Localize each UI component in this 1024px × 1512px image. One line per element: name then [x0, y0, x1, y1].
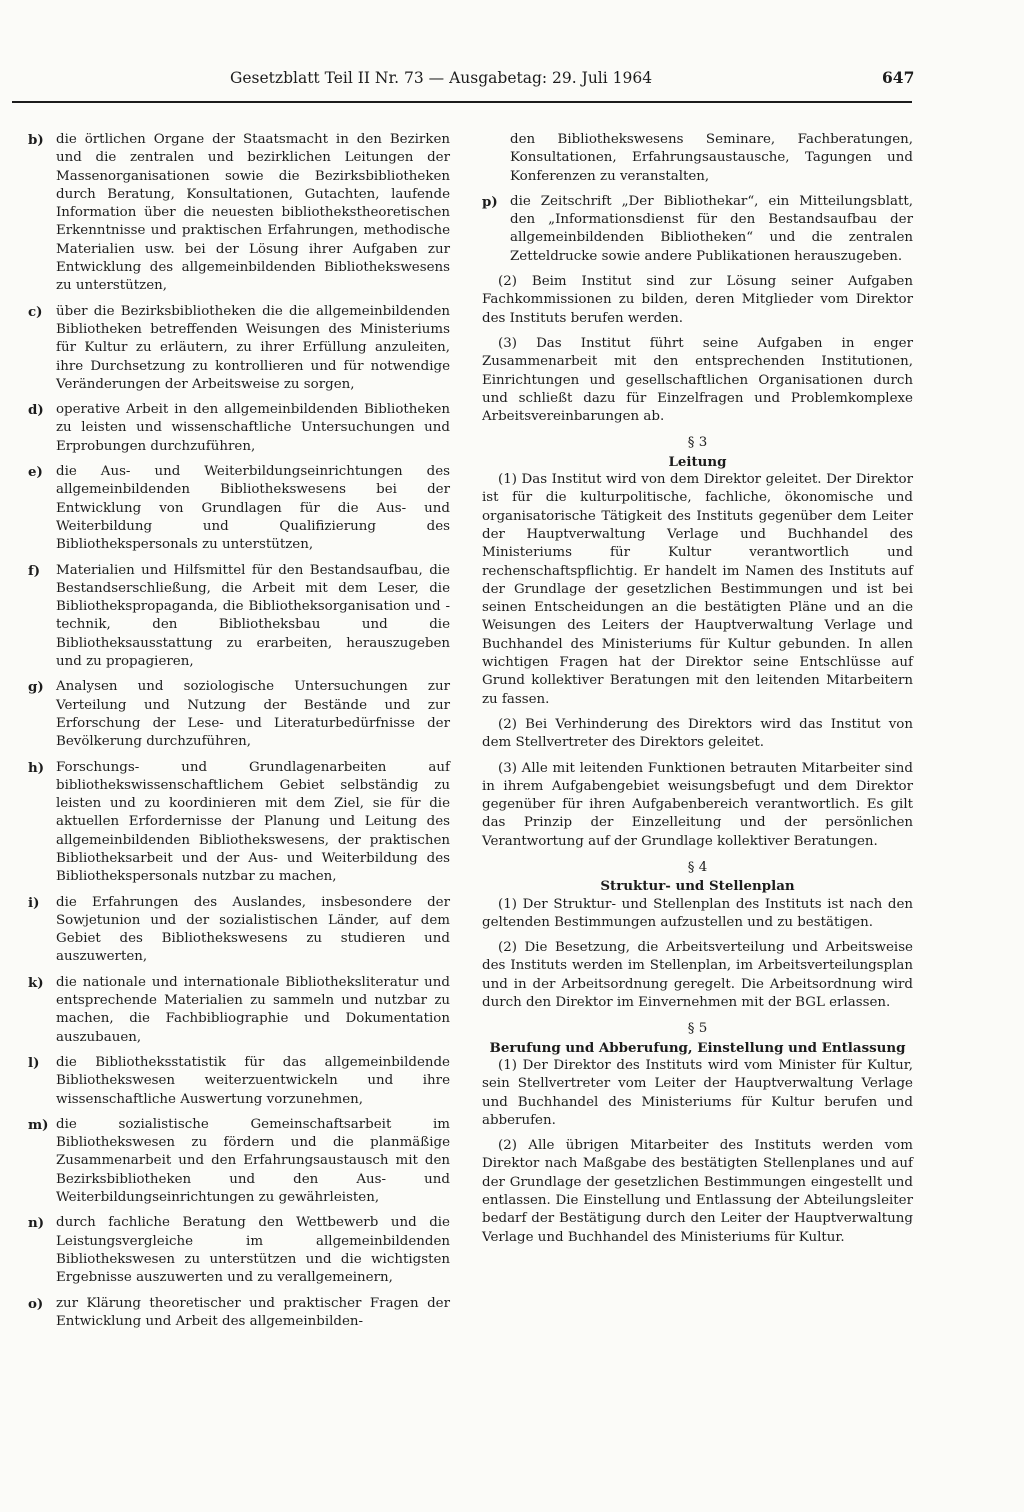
list-item: [28, 1295, 450, 1332]
list-item-text: die Erfahrungen des Auslandes, insbesondere der Sowjetunion und der sozialistischen Länder, auf dem Gebiet des Bibliothekswesens zu studieren und auszuwerten,: [56, 894, 450, 965]
list-item-label: p): [482, 193, 498, 210]
list-item-label: g): [28, 679, 44, 696]
list-item-label: d): [28, 402, 44, 419]
paragraph: (3) Alle mit leitenden Funktionen betrauten Mitarbeiter sind in ihrem Aufgabengebiet weisungsbefugt und dem Direktor gegenüber für ihren Aufgabenbereich verantwortlich. Es gilt das Prinzip der Einzelleitung und der persönlichen Verantwortung auf der Grundlage kollektiver Beratungen.: [482, 760, 913, 849]
list-item-label: e): [28, 464, 43, 481]
list-item-continuation: [482, 131, 913, 186]
list-item-text: die Aus- und Weiterbildungseinrichtungen des allgemeinbildenden Bibliothekswesens bei der Entwicklung von Grundlagen für die Aus- und Weiterbildung und Qualifizierung des Bibliothekspersonals zu unterstützen,: [56, 464, 450, 553]
paragraph: (1) Der Direktor des Instituts wird vom Minister für Kultur, sein Stellvertreter vom Leiter der Hauptverwaltung Verlage und Buchhandel des Ministeriums für Kultur berufen und abberufen.: [482, 1057, 913, 1128]
list-item-text: Materialien und Hilfsmittel für den Bestandsaufbau, die Bestandserschließung, die Arbeit mit dem Leser, die Bibliothekspropaganda, die Bibliotheksorganisation und -technik, den Bibliotheksbau und die Bibliotheksausstattung zu erarbeiten, herauszugeben und zu propagieren,: [56, 562, 450, 670]
list-item: [28, 759, 450, 887]
list-item: [28, 463, 450, 554]
paragraph: (1) Das Institut wird von dem Direktor geleitet. Der Direktor ist für die kulturpolitische, fachliche, ökonomische und organisatorische Tätigkeit des Instituts gegenüber dem Leiter der Hauptverwaltung Verlage und Buchhandel des Ministeriums für Kultur verantwortlich und rechenschaftspflichtig. Er handelt im Namen des Instituts auf der Grundlage der gesetzlichen Bestimmungen und ist bei seinen Entscheidungen an die bestätigten Pläne und an die Weisungen des Leiters der Hauptverwaltung Verlage und Buchhandel des Ministeriums für Kultur gebunden. In allen wichtigen Fragen hat der Direktor seine Entschlüsse auf Grund kollektiver Beratungen mit den leitenden Mitarbeitern zu fassen.: [482, 472, 913, 707]
list-item: [28, 562, 450, 672]
list-item-text: die örtlichen Organe der Staatsmacht in den Bezirken und die zentralen und bezirklichen Leitungen der Massenorganisationen sowie die Bezirksbibliotheken durch Beratung, Konsultationen, Gutachten, laufende Information über die neuesten bibliothekstheoretischen Erkenntnisse und praktischen Erfahrungen, methodische Materialien usw. bei der Lösung ihrer Aufgaben zur Entwicklung des allgemeinbildenden Bibliothekswesens zu unterstützen,: [56, 132, 450, 294]
list-item: [28, 131, 450, 296]
list-item: [482, 193, 913, 266]
list-item-text: zur Klärung theoretischer und praktischer Fragen der Entwicklung und Arbeit des allgemeinbilden-: [56, 1295, 450, 1329]
list-item: [28, 401, 450, 456]
list-item-label: k): [28, 974, 44, 991]
list-item-label: c): [28, 303, 43, 320]
paragraph: (3) Das Institut führt seine Aufgaben in enger Zusammenarbeit mit den entsprechenden Institutionen, Einrichtungen und gesellschaftlichen Organisationen durch und schließt dazu für Einzelfragen und Problemkomplexe Arbeitsvereinbarungen ab.: [482, 335, 913, 425]
header-title: Gesetzblatt Teil II Nr. 73 — Ausgabetag: 29. Juli 1964: [230, 69, 653, 87]
paragraph: (2) Bei Verhinderung des Direktors wird das Institut von dem Stellvertreter des Direktors geleitet.: [482, 716, 913, 751]
section-number: § 5: [687, 1021, 708, 1037]
list-item-label: i): [28, 894, 40, 911]
paragraph: (1) Der Struktur- und Stellenplan des Instituts ist nach den geltenden Bestimmungen aufzustellen und zu bestätigen.: [482, 896, 913, 930]
list-item-text: operative Arbeit in den allgemeinbildenden Bibliotheken zu leisten und wissenschaftliche Untersuchungen und Erprobungen durchzuführen,: [56, 402, 450, 454]
list-item-text: Forschungs- und Grundlagenarbeiten auf bibliothekswissenschaftlichem Gebiet selbständig zu leisten und zu koordinieren mit dem Ziel, sie für die aktuellen Erfordernisse der Planung und Leitung des allgemeinbildenden Bibliothekswesens, der praktischen Bibliotheksarbeit und der Aus- und Weiterbildung des Bibliothekspersonals nutzbar zu machen,: [56, 759, 450, 885]
list-item: [28, 1116, 450, 1207]
list-item-label: b): [28, 132, 44, 148]
list-item-text: Analysen und soziologische Untersuchungen zur Verteilung und Nutzung der Bestände und zur Erforschung der Lese- und Literaturbedürfnisse der Bevölkerung durchzuführen,: [56, 679, 450, 750]
section-title: Struktur- und Stellenplan: [600, 878, 795, 895]
list-item-label: h): [28, 759, 45, 776]
list-item-text: die Zeitschrift „Der Bibliothekar“, ein Mitteilungsblatt, den „Informationsdienst für den Bestandsaufbau der allgemeinbildenden Bibliotheken“ und die zentralen Zetteldrucke sowie andere Publikationen herauszugeben.: [510, 193, 913, 264]
page-number: 647: [882, 68, 915, 87]
list-item-text: über die Bezirksbibliotheken die die allgemeinbildenden Bibliotheken betreffenden Weisungen des Ministeriums für Kultur zu erläutern, zu ihrer Erfüllung anzuleiten, ihre Durchsetzung zu kontrollieren und für notwendige Veränderungen der Arbeitsweise zu sorgen,: [56, 303, 450, 392]
left-column: [28, 131, 450, 1338]
section-title: Berufung und Abberufung, Einstellung und Entlassung: [489, 1039, 906, 1056]
section-number: § 3: [687, 435, 708, 451]
paragraph: (2) Beim Institut sind zur Lösung seiner Aufgaben Fachkommissionen zu bilden, deren Mitglieder vom Direktor des Instituts berufen werden.: [482, 274, 913, 326]
list-item-label: l): [28, 1054, 40, 1071]
list-item-text: die sozialistische Gemeinschaftsarbeit im Bibliothekswesen zu fördern und die planmäßige Zusammenarbeit und den Erfahrungsaustausch mit den Bezirksbibliotheken und den Aus- und Weiterbildungseinrichtungen zu gewährleisten,: [56, 1116, 450, 1206]
list-item: [28, 894, 450, 967]
section-title: Leitung: [668, 453, 727, 470]
list-item-label: o): [28, 1295, 44, 1312]
list-item: [28, 678, 450, 751]
list-item: [28, 1054, 450, 1109]
list-item-text: die nationale und internationale Bibliotheksliteratur und entsprechende Materialien zu sammeln und nutzbar zu machen, die Fachbibliographie und Dokumentation auszubauen,: [56, 974, 450, 1045]
right-column: [482, 131, 913, 1254]
list-item: [28, 974, 450, 1047]
list-item-text: durch fachliche Beratung den Wettbewerb und die Leistungsvergleiche im allgemeinbildenden Bibliothekswesen zu unterstützen und die wichtigsten Ergebnisse auszuwerten und zu verallgemeinern,: [56, 1215, 450, 1286]
list-item-label: n): [28, 1215, 45, 1232]
list-item: [28, 303, 450, 394]
list-item-text: die Bibliotheksstatistik für das allgemeinbildende Bibliothekswesen weiterzuentwickeln und ihre wissenschaftliche Auswertung vorzunehmen,: [56, 1054, 450, 1107]
list-item-label: f): [28, 562, 41, 579]
section-number: § 4: [687, 859, 708, 875]
paragraph: (2) Die Besetzung, die Arbeitsverteilung und Arbeitsweise des Instituts werden im Stellenplan, im Arbeitsverteilungsplan und in der Arbeitsordnung geregelt. Die Arbeitsordnung wird durch den Direktor im Einvernehmen mit der BGL erlassen.: [482, 940, 913, 1011]
paragraph: (2) Alle übrigen Mitarbeiter des Instituts werden vom Direktor nach Maßgabe des bestätigten Stellenplanes und auf der Grundlage der gesetzlichen Bestimmungen eingestellt und entlassen. Die Einstellung und Entlassung der Abteilungsleiter bedarf der Bestätigung durch den Leiter der Hauptverwaltung Verlage und Buchhandel des Ministeriums für Kultur.: [482, 1138, 913, 1245]
list-item-text: den Bibliothekswesens Seminare, Fachberatungen, Konsultationen, Erfahrungsaustausche, Tagungen und Konferenzen zu veranstalten,: [510, 132, 913, 184]
header-rule: [12, 101, 912, 103]
list-item-label: m): [28, 1116, 49, 1133]
list-item: [28, 1214, 450, 1287]
